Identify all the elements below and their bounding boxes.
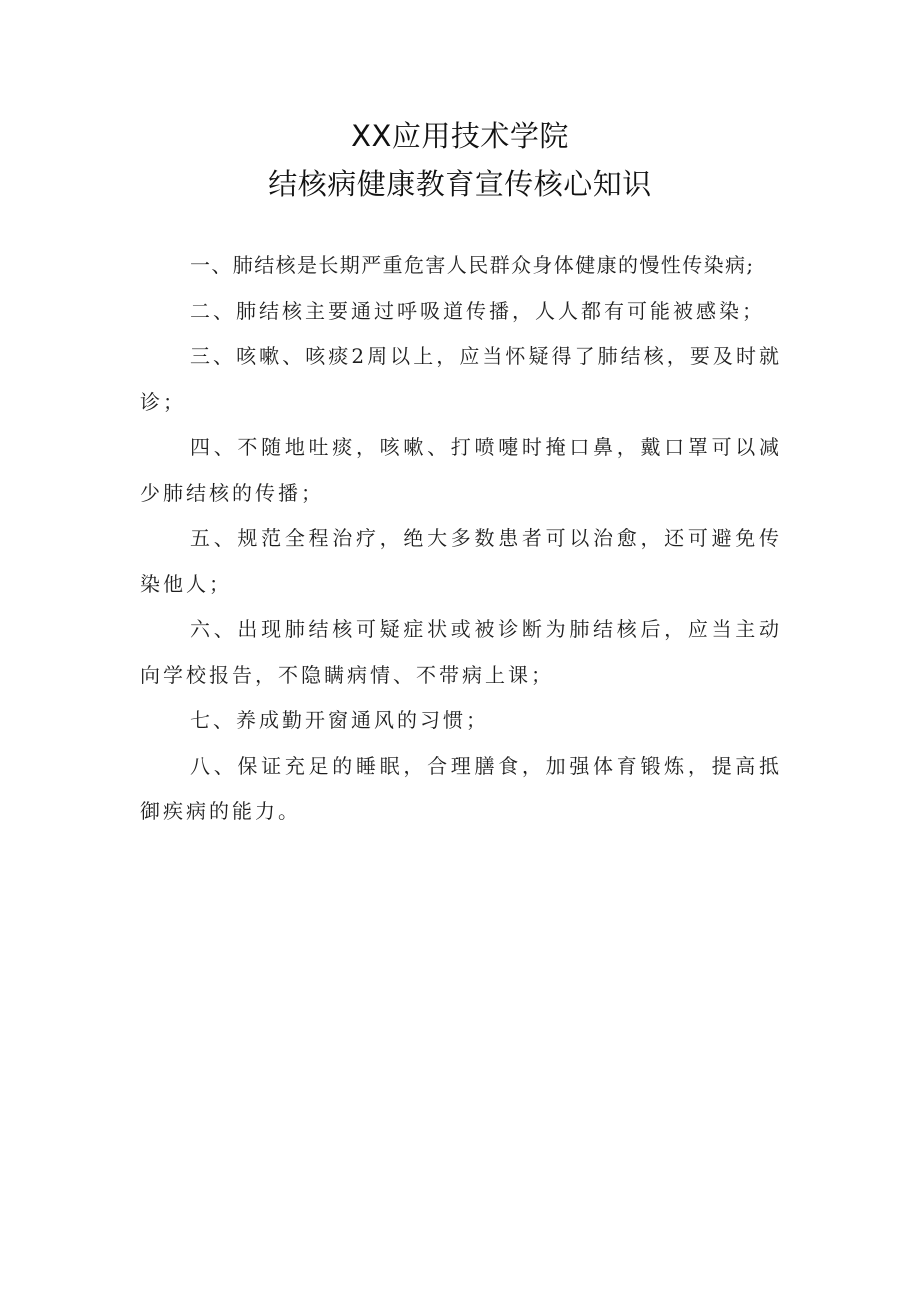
knowledge-item-3: 三、咳嗽、咳痰2周以上，应当怀疑得了肺结核，要及时就诊； [140, 344, 782, 414]
title-institution: XX应用技术学院 [351, 119, 569, 153]
knowledge-item-7: 七、养成勤开窗通风的习惯； [190, 708, 489, 732]
document-title [0, 112, 920, 208]
knowledge-item-8: 八、保证充足的睡眠，合理膳食，加强体育锻炼，提高抵御疾病的能力。 [140, 753, 782, 823]
title-subject: 结核病健康教育宣传核心知识 [268, 167, 652, 201]
document-body [140, 243, 782, 835]
knowledge-item-4: 四、不随地吐痰，咳嗽、打喷嚏时掩口鼻，戴口罩可以减少肺结核的传播； [140, 435, 782, 505]
knowledge-item-6: 六、出现肺结核可疑症状或被诊断为肺结核后，应当主动向学校报告，不隐瞒病情、不带病上课； [140, 617, 782, 687]
knowledge-item-1: 一、肺结核是长期严重危害人民群众身体健康的慢性传染病; [190, 253, 755, 277]
knowledge-item-2: 二、肺结核主要通过呼吸道传播，人人都有可能被感染； [190, 298, 765, 323]
knowledge-item-5: 五、规范全程治疗，绝大多数患者可以治愈，还可避免传染他人； [140, 526, 782, 596]
